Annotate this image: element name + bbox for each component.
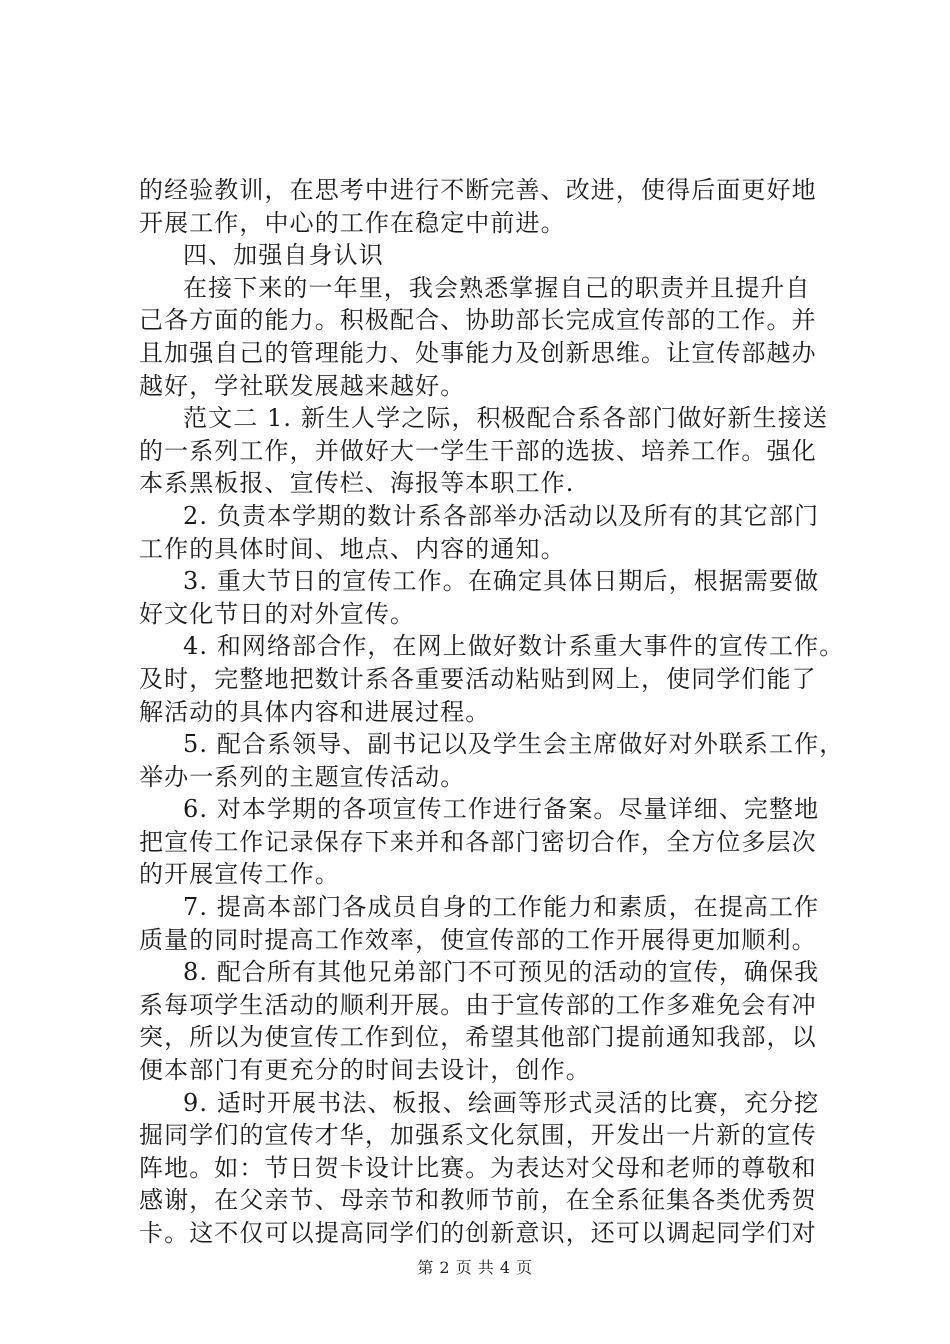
text-line: 四、加强自身认识 — [183, 241, 384, 270]
text-line: 把宣传工作记录保存下来并和各部门密切合作，全方位多层次 — [139, 827, 817, 856]
text-line: 本系黑板报、宣传栏、海报等本职工作. — [139, 469, 575, 498]
text-line: 2. 负责本学期的数计系各部举办活动以及所有的其它部门 — [183, 501, 820, 530]
text-line: 开展工作，中心的工作在稳定中前进。 — [139, 208, 566, 237]
text-line: 质量的同时提高工作效率，使宣传部的工作开展得更加顺利。 — [139, 925, 817, 954]
text-line: 举办一系列的主题宣传活动。 — [139, 762, 466, 791]
text-line: 便本部门有更充分的时间去设计，创作。 — [139, 1056, 591, 1085]
text-line: 阵地。如：节日贺卡设计比赛。为表达对父母和老师的尊敬和 — [139, 1153, 817, 1182]
text-line: 3. 重大节日的宣传工作。在确定具体日期后，根据需要做 — [183, 567, 820, 596]
page-footer: 第 2 页 共 4 页 — [417, 1258, 533, 1277]
text-line: 感谢，在父亲节、母亲节和教师节前，在全系征集各类优秀贺 — [139, 1186, 817, 1215]
text-line: 范文二 1. 新生人学之际，积极配合系各部门做好新生接送 — [183, 404, 828, 433]
text-line: 7. 提高本部门各成员自身的工作能力和素质，在提高工作 — [183, 893, 820, 922]
text-line: 5. 配合系领导、副书记以及学生会主席做好对外联系工作， — [183, 730, 845, 759]
text-line: 的经验教训，在思考中进行不断完善、改进，使得后面更好地 — [139, 176, 817, 204]
text-line: 系每项学生活动的顺利开展。由于宣传部的工作多难免会有冲 — [139, 990, 817, 1019]
text-line: 掘同学们的宣传才华，加强系文化氛围，开发出一片新的宣传 — [139, 1121, 817, 1150]
text-line: 工作的具体时间、地点、内容的通知。 — [139, 534, 566, 563]
text-line: 好文化节日的对外宣传。 — [139, 599, 416, 628]
document-body — [139, 174, 845, 1250]
text-line: 9. 适时开展书法、板报、绘画等形式灵活的比赛，充分挖 — [183, 1088, 820, 1117]
text-line: 卡。这不仅可以提高同学们的创新意识，还可以调起同学们对 — [139, 1219, 817, 1247]
text-line: 在接下来的一年里，我会熟悉掌握自己的职责并且提升自 — [183, 273, 811, 302]
text-line: 突，所以为使宣传工作到位，希望其他部门提前通知我部，以 — [139, 1023, 817, 1052]
text-line: 4. 和网络部合作，在网上做好数计系重大事件的宣传工作。 — [183, 632, 845, 661]
text-line: 的一系列工作，并做好大一学生干部的选拔、培养工作。强化 — [139, 436, 817, 465]
text-line: 6. 对本学期的各项宣传工作进行备案。尽量详细、完整地 — [183, 795, 820, 824]
text-line: 8. 配合所有其他兄弟部门不可预见的活动的宣传，确保我 — [183, 958, 820, 987]
text-line: 越好，学社联发展越来越好。 — [139, 371, 466, 400]
text-line: 且加强自己的管理能力、处事能力及创新思维。让宣传部越办 — [139, 338, 817, 367]
text-line: 的开展宣传工作。 — [139, 860, 340, 889]
text-line: 及时，完整地把数计系各重要活动粘贴到网上，使同学们能了 — [139, 664, 817, 693]
text-line: 己各方面的能力。积极配合、协助部长完成宣传部的工作。并 — [139, 306, 817, 335]
text-line: 解活动的具体内容和进展过程。 — [139, 697, 491, 726]
